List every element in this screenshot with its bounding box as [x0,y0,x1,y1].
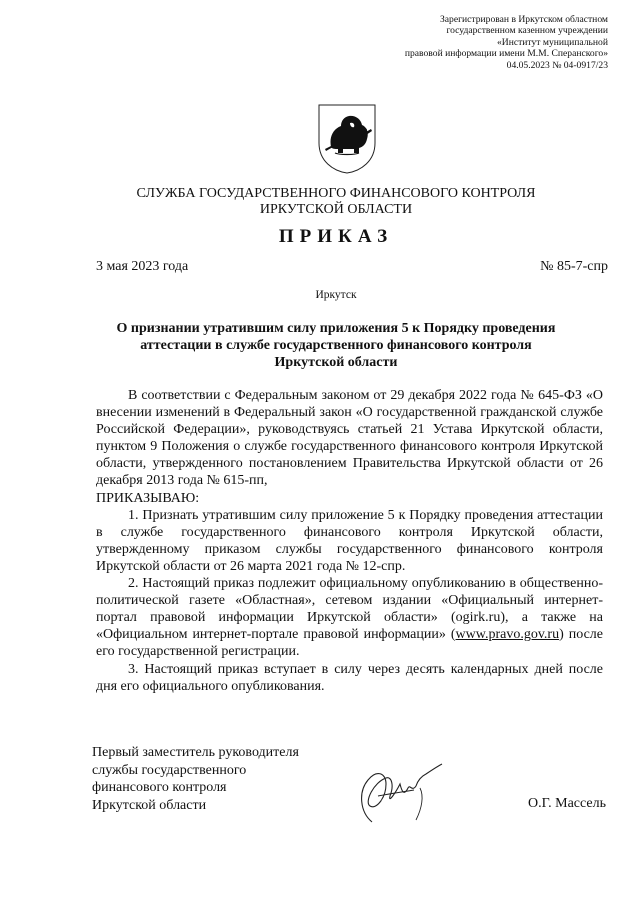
title-line-1: О признании утратившим силу приложения 5 к Порядку проведения [116,321,556,336]
document-city: Иркутск [315,289,357,301]
document-number: № 85-7-спр [540,259,608,274]
stamp-line: правовой информации имени М.М. Сперанского» [404,48,608,60]
agency-name [0,186,640,218]
item-2-text: 2. Настоящий приказ подлежит официальному опубликованию в общественно-политической газете «Областная», сетевом издании «Официальный интернет-портал правовой информации Иркутской области» (ogirk.ru), а также на «Официальном интернет-портале правовой информации» ( [96,576,603,643]
signer-name: О.Г. Массель [528,796,606,811]
signer-position-line: Первый заместитель руководителя [92,745,299,760]
title-line-2: аттестации в службе государственного финансового контроля [140,338,532,353]
signer-position-line: службы государственного [92,762,247,778]
signer-position [92,744,299,814]
preamble-paragraph: В соответствии с Федеральным законом от 29 декабря 2022 года № 645-ФЗ «О внесении изменений в Федеральный закон «О государственной гражданской службе Российской Федерации», руководствуясь статьей 21 Устава Иркутской области, пунктом 9 Положения о службе государственного финансового контроля Иркутской области, утвержденного постановлением Правительства Иркутской области от 26 декабря 2013 года № 615-пп, [96,388,603,489]
title-line-3: Иркутской области [274,355,398,370]
item-1-paragraph: 1. Признать утратившим силу приложение 5 к Порядку проведения аттестации в службе государственного финансового контроля Иркутской области, утвержденному приказом службы государственного финансового контроля Иркутской области от 26 марта 2021 года № 12-спр. [96,507,603,574]
stamp-line: государственном казенном учреждении [446,25,608,37]
document-title [0,320,640,371]
stamp-line: 04.05.2023 № 04-0917/23 [506,59,608,71]
agency-line-1: СЛУЖБА ГОСУДАРСТВЕННОГО ФИНАНСОВОГО КОНТРОЛЯ [136,186,536,201]
item-3-paragraph: 3. Настоящий приказ вступает в силу через десять календарных дней после дня его официального опубликования. [96,661,603,694]
stamp-line: Зарегистрирован в Иркутском областном [439,14,608,25]
item-2-paragraph [96,575,603,660]
registration-stamp [308,14,608,71]
handwritten-signature-icon [352,762,448,830]
irkutsk-coat-of-arms-icon [317,103,377,175]
document-date: 3 мая 2023 года [96,259,189,274]
agency-line-2: ИРКУТСКОЙ ОБЛАСТИ [259,202,413,217]
stamp-line: «Институт муниципальной [496,36,608,48]
item-2-text-end: ) после его государственной регистрации. [96,627,603,660]
signer-position-line: Иркутской области [92,797,207,813]
document-body [96,387,603,695]
document-type-heading: ПРИКАЗ [278,226,394,247]
pravo-gov-link[interactable]: www.pravo.gov.ru [455,627,560,643]
order-word: ПРИКАЗЫВАЮ: [96,490,200,506]
signer-position-line: финансового контроля [92,780,227,795]
